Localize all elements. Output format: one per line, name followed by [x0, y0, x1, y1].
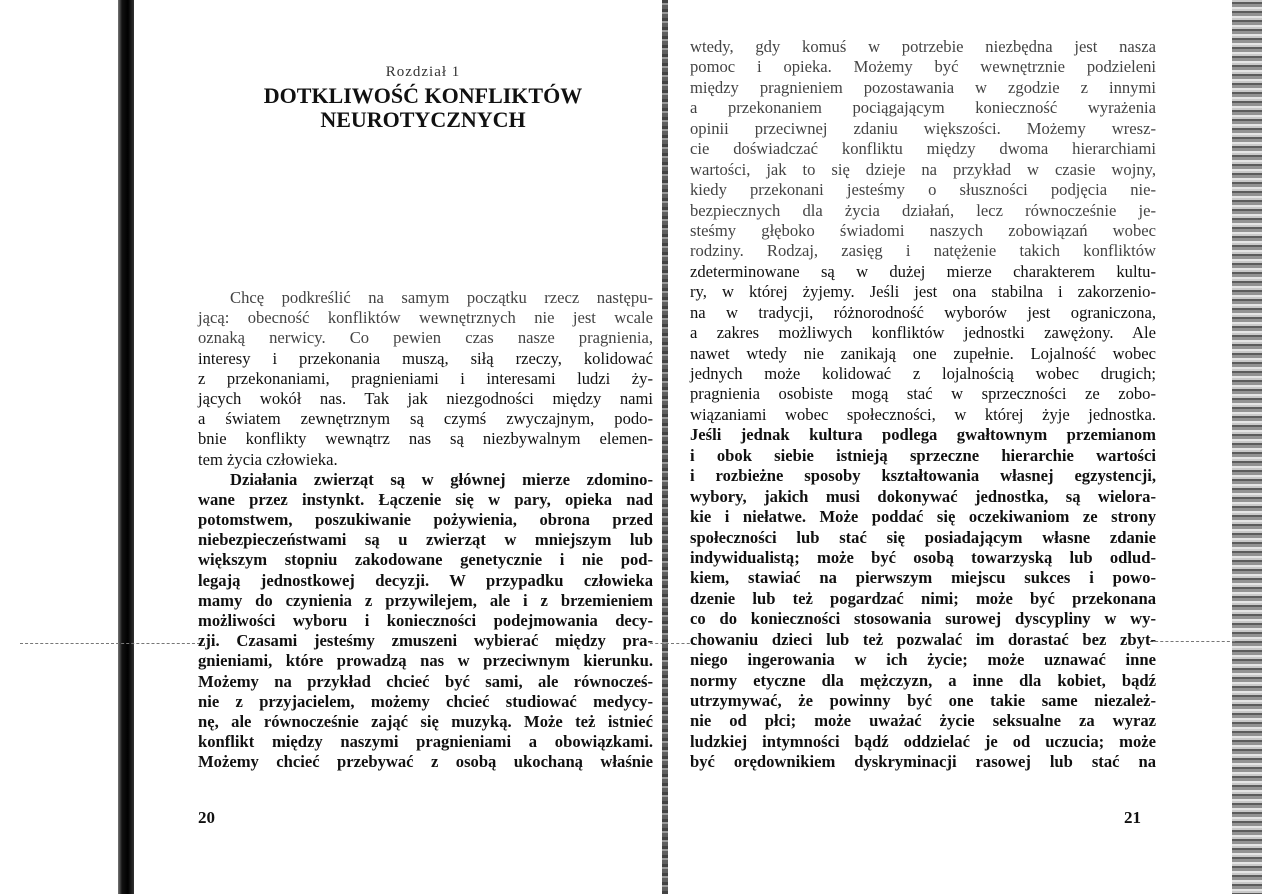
text-line: indywidualistą; może być osobą towarzyską lub odlud-	[690, 547, 1156, 567]
text-line: tem życia człowieka.	[198, 449, 338, 469]
text-line: a przekonaniem pociągającym konieczność wyrażenia	[690, 98, 1156, 118]
text-line: Chcę podkreślić na samym początku rzecz następu-	[230, 288, 653, 307]
text-line: społeczności lub stać się posiadającym własne zdanie	[690, 527, 1156, 547]
text-line: wartości, jak to się dzieje na przykład w czasie wojny,	[690, 159, 1156, 179]
text-line: bezpiecznych dla życia działań, lecz równocześnie je-	[690, 200, 1156, 220]
text-line: chowaniu dzieci lub też pozwalać im dorastać bez zbyt-	[690, 629, 1156, 649]
scan-artifact-line	[1150, 641, 1235, 642]
text-line: kiedy przekonani jesteśmy o słuszności podjęcia nie-	[690, 180, 1156, 200]
text-line: mamy do czynienia z przywilejem, ale i z brzemieniem	[198, 590, 653, 610]
page-number-left: 20	[198, 808, 215, 827]
text-line: jącą: obecność konfliktów wewnętrznych nie jest wcale	[198, 308, 653, 328]
text-line: bnie konflikty wewnątrz nas są niezbywalnym elemen-	[198, 429, 653, 449]
text-line: nawet wtedy nie zanikają one zupełnie. Lojalność wobec	[690, 343, 1156, 363]
text-line: gnieniami, które prowadzą nas w przeciwnym kierunku.	[198, 651, 653, 671]
text-line: konflikt między naszymi pragnieniami a obowiązkami.	[198, 732, 653, 752]
book-edge-right	[1232, 0, 1262, 894]
text-line: a zakres możliwych konfliktów jednostki zawężony. Ale	[690, 323, 1156, 343]
text-line: Działania zwierząt są w głównej mierze zdomino-	[230, 469, 653, 489]
text-line: niego ingerowania w ich życie; może uznawać inne	[690, 650, 1156, 670]
text-line: Możemy chcieć przebywać z osobą ukochaną właśnie	[198, 752, 653, 772]
text-line: możliwości wyboru i konieczności podejmowania decy-	[198, 611, 653, 630]
running-head: Rozdział 1	[385, 64, 461, 80]
text-line: kiem, stawiać na pierwszym miejscu sukces i powo-	[690, 568, 1156, 588]
book-gutter	[662, 0, 668, 894]
text-line: utrzymywać, że powinny być one takie same niezależ-	[690, 691, 1156, 710]
text-line: oznaką nerwicy. Co pewien czas nasze pragnienia,	[198, 328, 653, 348]
text-line: steśmy głęboko świadomi naszych zobowiązań wobec	[690, 220, 1156, 240]
text-line: co do konieczności stosowania surowej dyscypliny w wy-	[690, 609, 1156, 629]
chapter-title-line: DOTKLIWOŚĆ KONFLIKTÓW	[263, 83, 583, 108]
text-line: wtedy, gdy komuś w potrzebie niezbędna jest nasza	[690, 37, 1156, 56]
text-line: jących wokół nas. Tak jak niezgodności między nami	[198, 388, 653, 408]
text-line: na w tradycji, różnorodność wyborów jest ograniczona,	[690, 302, 1156, 322]
text-line: Jeśli jednak kultura podlega gwałtownym przemianom	[690, 425, 1156, 445]
text-line: wybory, jakich musi dokonywać jednostka, są wielora-	[690, 486, 1156, 506]
text-line: ry, w której żyjemy. Jeśli jest ona stabilna i zakorzenio-	[690, 282, 1156, 302]
text-line: zdeterminowane są w dużej mierze charakterem kultu-	[690, 261, 1156, 281]
text-line: z przekonaniami, pragnieniami i interesami ludzi ży-	[198, 368, 653, 388]
text-line: i rozbieżne sposoby kształtowania własnej egzystencji,	[690, 466, 1156, 486]
text-line: nę, ale równocześnie zająć się muzyką. Może też istnieć	[198, 711, 653, 731]
chapter-title-line: NEUROTYCZNYCH	[320, 107, 526, 132]
book-binding-shadow-left	[118, 0, 134, 894]
text-line: nie od płci; może uważać życie seksualne za wyraz	[690, 711, 1156, 731]
text-line: cie doświadczać konfliktu między dwoma hierarchiami	[690, 139, 1156, 159]
chapter-title	[180, 84, 666, 132]
page-number-right: 21	[1124, 808, 1141, 827]
text-line: rodziny. Rodzaj, zasięg i natężenie takich konfliktów	[690, 241, 1156, 261]
text-line: normy etyczne dla mężczyzn, a inne dla kobiet, bądź	[690, 670, 1156, 690]
scan-artifact-line	[20, 643, 200, 644]
text-line: między pragnieniem pozostawania w zgodzie z innymi	[690, 77, 1156, 97]
text-line: wane przez instynkt. Łączenie się w pary, opieka nad	[198, 489, 653, 509]
text-line: dzenie lub też pogardzać nimi; może być przekonana	[690, 588, 1156, 608]
text-line: pomoc i opieka. Możemy być wewnętrznie podzieleni	[690, 57, 1156, 77]
text-line: i obok siebie istnieją sprzeczne hierarchie wartości	[690, 445, 1156, 465]
text-line: pragnienia osobiste mogą stać w sprzeczności ze zobo-	[690, 384, 1156, 404]
text-line: Możemy na przykład chcieć być sami, ale równocześ-	[198, 671, 653, 691]
text-line: legają jednostkowej decyzji. W przypadku człowieka	[198, 570, 653, 590]
text-line: interesy i przekonania muszą, siłą rzeczy, kolidować	[198, 348, 653, 368]
text-line: wiązaniami wobec społeczności, w której żyje jednostka.	[690, 404, 1156, 424]
right-page-body	[690, 37, 1156, 773]
text-line: kie i niełatwe. Może poddać się oczekiwaniom ze strony	[690, 507, 1156, 527]
text-line: jednych może kolidować z lojalnością wobec drugich;	[690, 364, 1156, 383]
text-line: zji. Czasami jesteśmy zmuszeni wybierać między pra-	[198, 631, 653, 651]
text-line: być orędownikiem dyskryminacji rasowej lub stać na	[690, 752, 1156, 772]
text-line: większym stopniu zakodowane genetycznie i nie pod-	[198, 550, 653, 570]
text-line: opinii przeciwnej zdaniu większości. Możemy wresz-	[690, 118, 1156, 138]
text-line: potomstwem, poszukiwanie pożywienia, obrona przed	[198, 510, 653, 530]
text-line: a światem zewnętrznym są czymś zwyczajnym, podo-	[198, 409, 653, 429]
scan-artifact-line	[650, 643, 695, 644]
text-line: niebezpieczeństwami są u zwierząt w mniejszym lub	[198, 530, 653, 550]
left-page-body	[198, 288, 653, 773]
text-line: nie z przyjacielem, możemy chcieć studiować medycy-	[198, 691, 653, 711]
text-line: ludzkiej intymności bądź oddzielać je od uczucia; może	[690, 731, 1156, 751]
